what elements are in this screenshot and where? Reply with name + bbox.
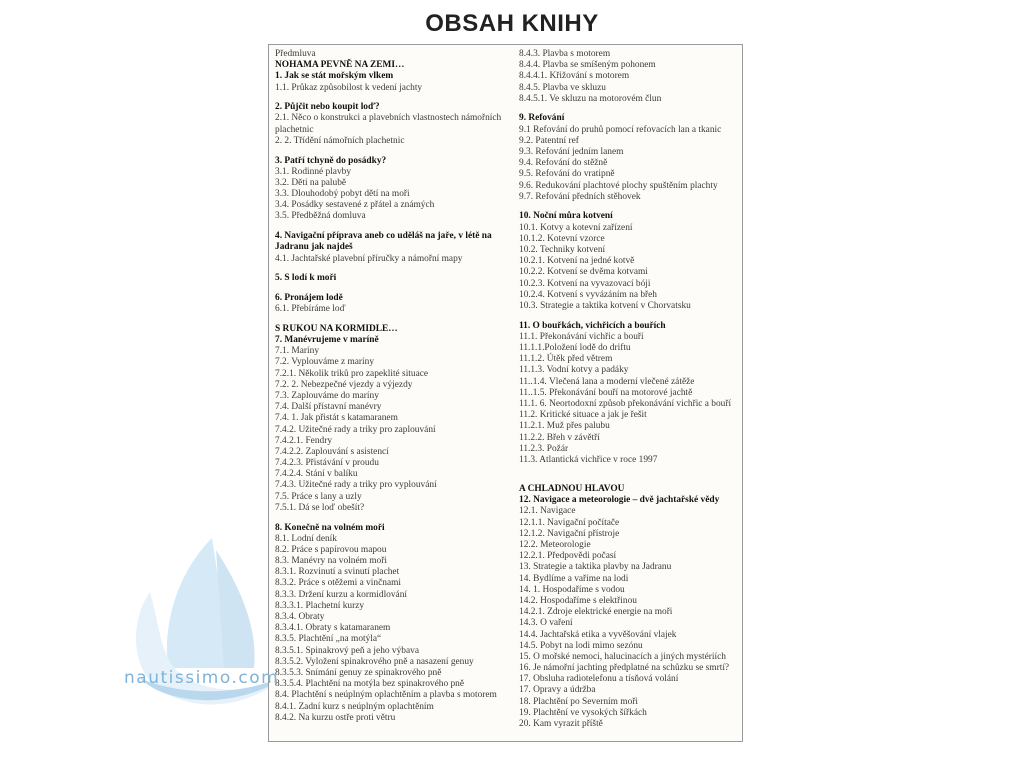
toc-entry: 11..1.4. Vlečená lana a moderní vlečené zátěže bbox=[519, 376, 695, 387]
toc-entry: 15. O mořské nemoci, halucinacích a jiných mystériích bbox=[519, 651, 726, 662]
toc-entry: 8.4. Plachtění s neúplným oplachtěním a plavba s motorem bbox=[275, 690, 497, 701]
toc-entry: 12.2. Meteorologie bbox=[519, 540, 591, 550]
toc-right-column bbox=[519, 49, 741, 730]
toc-heading: 12. Navigace a meteorologie – dvě jachtařské vědy bbox=[519, 495, 720, 506]
toc-entry: 7.5.1. Dá se loď obešít? bbox=[275, 502, 365, 513]
toc-heading: 10. Noční můra kotvení bbox=[519, 211, 613, 222]
toc-entry: 7.5. Práce s lany a uzly bbox=[275, 491, 362, 502]
toc-entry: 8.3.5.1. Spinakrový peň a jeho výbava bbox=[275, 645, 419, 656]
toc-heading: 4. Navigační příprava aneb co uděláš na jaře, v létě na Jadranu jak najdeš bbox=[275, 231, 492, 253]
toc-entry: 8.4.5. Plavba ve skluzu bbox=[519, 82, 606, 93]
toc-entry: 11.1.3. Vodní kotvy a padáky bbox=[519, 365, 629, 376]
toc-entry: 8.2. Práce s papírovou mapou bbox=[275, 544, 387, 555]
toc-entry: 10.3. Strategie a taktika kotvení v Chorvatsku bbox=[519, 300, 691, 311]
toc-entry: 18. Plachtění po Severním moři bbox=[519, 696, 638, 707]
toc-entry: 14.3. O vaření bbox=[519, 618, 573, 629]
toc-entry: 7.4.2. Užitečné rady a triky pro zaplouvání bbox=[275, 424, 436, 435]
toc-entry: 3.5. Předběžná domluva bbox=[275, 211, 366, 222]
toc-entry: 11.1. Překonávání vichřic a bouří bbox=[519, 331, 644, 342]
toc-entry: 8.3.5.3. Snímání genuy ze spinakrového pně bbox=[275, 667, 442, 678]
toc-heading: 7. Manévrujeme v maríně bbox=[275, 335, 379, 345]
toc-entry: 3.1. Rodinné plavby bbox=[275, 166, 352, 177]
page-title: OBSAH KNIHY bbox=[425, 10, 599, 37]
toc-entry: 8.4.1. Zadní kurz s neúplným oplachtěním bbox=[275, 701, 434, 712]
toc-entry: 11.3. Atlantická vichřice v roce 1997 bbox=[519, 454, 658, 465]
toc-entry: 8.4.3. Plavba s motorem bbox=[519, 49, 611, 59]
toc-entry: 8.3.4.1. Obraty s katamaranem bbox=[275, 623, 391, 634]
toc-entry: 7.4.2.2. Zaplouvání s asistencí bbox=[275, 446, 389, 457]
toc-entry: 7.4. 1. Jak přistát s katamaranem bbox=[275, 413, 398, 424]
toc-heading: NOHAMA PEVNĚ NA ZEMI… bbox=[275, 60, 405, 71]
toc-heading: 3. Patří tchyně do posádky? bbox=[275, 155, 387, 166]
toc-entry: 10.2.3. Kotvení na vyvazovací bóji bbox=[519, 278, 651, 289]
toc-entry: 19. Plachtění ve vysokých šířkách bbox=[519, 707, 647, 718]
toc-entry: 7.2. 2. Nebezpečné vjezdy a výjezdy bbox=[275, 379, 413, 390]
toc-entry: 3.4. Posádky sestavené z přátel a známých bbox=[275, 200, 435, 211]
toc-entry: 3.2. Děti na palubě bbox=[275, 177, 347, 188]
toc-entry: 6.1. Přebíráme loď bbox=[275, 304, 346, 315]
toc-entry: 8.3.1. Rozvinutí a svinutí plachet bbox=[275, 567, 400, 578]
toc-entry: 7.1. Maríny bbox=[275, 346, 320, 357]
toc-entry: 9.6. Redukování plachtové plochy spuštěním plachty bbox=[519, 180, 718, 191]
toc-heading: 1. Jak se stát mořským vlkem bbox=[275, 71, 394, 82]
toc-heading: 6. Pronájem lodě bbox=[275, 292, 343, 303]
toc-entry: 13. Strategie a taktika plavby na Jadranu bbox=[519, 562, 672, 573]
logo-text: nautissimo.com bbox=[124, 668, 280, 688]
toc-entry: 7.4. Další přístavní manévry bbox=[275, 402, 382, 413]
toc-entry: 14.5. Pobyt na lodi mimo sezónu bbox=[519, 640, 643, 651]
toc-entry: 1.1. Průkaz způsobilost k vedení jachty bbox=[275, 82, 423, 93]
toc-entry: 11.1. 6. Neortodoxní způsob překonávání vichřic a bouří bbox=[519, 398, 732, 409]
toc-entry: 7.4.2.3. Přistávání v proudu bbox=[275, 458, 379, 469]
toc-entry: 8.3.2. Práce s otěžemi a vinčnami bbox=[275, 578, 401, 589]
toc-heading: S RUKOU NA KORMIDLE… bbox=[275, 323, 398, 334]
toc-entry: 7.4.2.4. Stání v balíku bbox=[275, 469, 358, 480]
toc-entry: 2. 2. Třídění námořních plachetnic bbox=[275, 135, 405, 146]
toc-entry: 3.3. Dlouhodobý pobyt dětí na moři bbox=[275, 189, 410, 200]
toc-entry: 4.1. Jachtařské plavební příručky a námořní mapy bbox=[275, 253, 463, 264]
toc-heading: 8. Konečně na volném moři bbox=[275, 522, 385, 533]
toc-entry: 17. Opravy a údržba bbox=[519, 685, 596, 696]
table-of-contents bbox=[268, 44, 743, 742]
toc-entry: 8.4.2. Na kurzu ostře proti větru bbox=[275, 712, 396, 723]
toc-entry: 9.2. Patentní ref bbox=[519, 135, 579, 146]
toc-entry: 10.2.1. Kotvení na jedné kotvě bbox=[519, 256, 635, 267]
toc-entry: 8.3. Manévry na volném moři bbox=[275, 556, 387, 567]
toc-entry: 8.3.3.1. Plachetní kurzy bbox=[275, 600, 365, 611]
toc-entry: 20. Kam vyrazit příště bbox=[519, 719, 603, 729]
toc-entry: 7.2.1. Několik triků pro zapeklité situace bbox=[275, 368, 429, 379]
toc-left-column bbox=[275, 49, 519, 724]
toc-entry: 12.1.1. Navigační počítače bbox=[519, 517, 620, 528]
toc-entry: 9.7. Refování předních stěhovek bbox=[519, 191, 641, 202]
toc-entry: 11..1.5. Překonávání bouří na motorové jachtě bbox=[519, 387, 693, 398]
toc-entry: 9.5. Refování do vratipně bbox=[519, 169, 615, 180]
toc-entry: 8.3.4. Obraty bbox=[275, 612, 325, 622]
toc-entry: 9.4. Refování do stěžně bbox=[519, 158, 608, 169]
toc-entry: 10.2.4. Kotvení s vyvázáním na břeh bbox=[519, 289, 657, 300]
toc-entry: 7.2. Vyplouváme z maríny bbox=[275, 357, 375, 368]
toc-entry: 9.1 Refování do pruhů pomocí refovacích lan a tkanic bbox=[519, 124, 722, 135]
toc-entry: 12.1.2. Navigační přístroje bbox=[519, 528, 620, 539]
toc-entry: 11.2.3. Požár bbox=[519, 443, 569, 454]
toc-entry: 10.2. Techniky kotvení bbox=[519, 245, 606, 255]
toc-entry: 8.4.4. Plavba se smíšeným pohonem bbox=[519, 60, 656, 71]
toc-entry: 8.3.5.4. Plachtění na motýla bez spinakrového pně bbox=[275, 679, 465, 690]
toc-entry: 11.1.2. Útěk před větrem bbox=[519, 354, 613, 365]
toc-entry: 9.3. Refování jedním lanem bbox=[519, 147, 624, 157]
toc-entry: 8.3.5.2. Vyložení spinakrového pně a nasazení genuy bbox=[275, 656, 474, 667]
toc-entry: 17. Obsluha radiotelefonu a tísňová volání bbox=[519, 674, 679, 685]
toc-entry: 8.3.3. Držení kurzu a kormidlování bbox=[275, 589, 407, 600]
toc-entry: 10.2.2. Kotvení se dvěma kotvami bbox=[519, 267, 648, 278]
sailboat-logo-icon bbox=[120, 530, 290, 720]
toc-heading: A CHLADNOU HLAVOU bbox=[519, 484, 625, 495]
toc-heading: 5. S lodí k moři bbox=[275, 273, 337, 284]
toc-entry: 8.4.5.1. Ve skluzu na motorovém člun bbox=[519, 93, 662, 104]
toc-entry: 14.2.1. Zdroje elektrické energie na moři bbox=[519, 607, 673, 618]
toc-entry: 7.4.2.1. Fendry bbox=[275, 435, 333, 446]
toc-entry: Předmluva bbox=[275, 49, 316, 59]
toc-entry: 8.4.4.1. Křižování s motorem bbox=[519, 71, 630, 82]
toc-entry: 2.1. Něco o konstrukci a plavebních vlastnostech námořních plachetnic bbox=[275, 113, 502, 135]
toc-entry: 7.3. Zaplouváme do maríny bbox=[275, 390, 379, 401]
toc-entry: 10.1. Kotvy a kotevní zařízení bbox=[519, 222, 633, 233]
toc-entry: 10.1.2. Kotevní vzorce bbox=[519, 233, 605, 244]
toc-entry: 14.2. Hospodaříme s elektřinou bbox=[519, 595, 637, 606]
toc-entry: 14.4. Jachtařská etika a vyvěšování vlajek bbox=[519, 629, 677, 640]
toc-heading: 9. Refování bbox=[519, 113, 565, 124]
toc-entry: 16. Je námořní jachting předplatné na schůzku se smrtí? bbox=[519, 663, 730, 674]
toc-entry: 14. Bydlíme a vaříme na lodi bbox=[519, 573, 629, 584]
toc-heading: 2. Půjčit nebo koupit loď? bbox=[275, 102, 380, 113]
toc-entry: 7.4.3. Užitečné rady a triky pro vyplouvání bbox=[275, 480, 437, 491]
toc-entry: 11.2.2. Břeh v závětří bbox=[519, 432, 600, 443]
toc-heading: 11. O bouřkách, vichřicích a bouřích bbox=[519, 320, 666, 331]
toc-entry: 8.1. Lodní deník bbox=[275, 533, 337, 544]
toc-entry: 8.3.5. Plachtění „na motýla“ bbox=[275, 634, 382, 645]
toc-entry: 12.2.1. Předpovědi počasí bbox=[519, 551, 617, 562]
toc-entry: 11.1.1.Položení lodě do driftu bbox=[519, 343, 631, 353]
toc-entry: 11.2. Kritické situace a jak je řešit bbox=[519, 410, 647, 421]
toc-entry: 11.2.1. Muž přes palubu bbox=[519, 421, 610, 432]
toc-entry: 12.1. Navigace bbox=[519, 506, 576, 517]
toc-entry: 14. 1. Hospodaříme s vodou bbox=[519, 584, 625, 595]
